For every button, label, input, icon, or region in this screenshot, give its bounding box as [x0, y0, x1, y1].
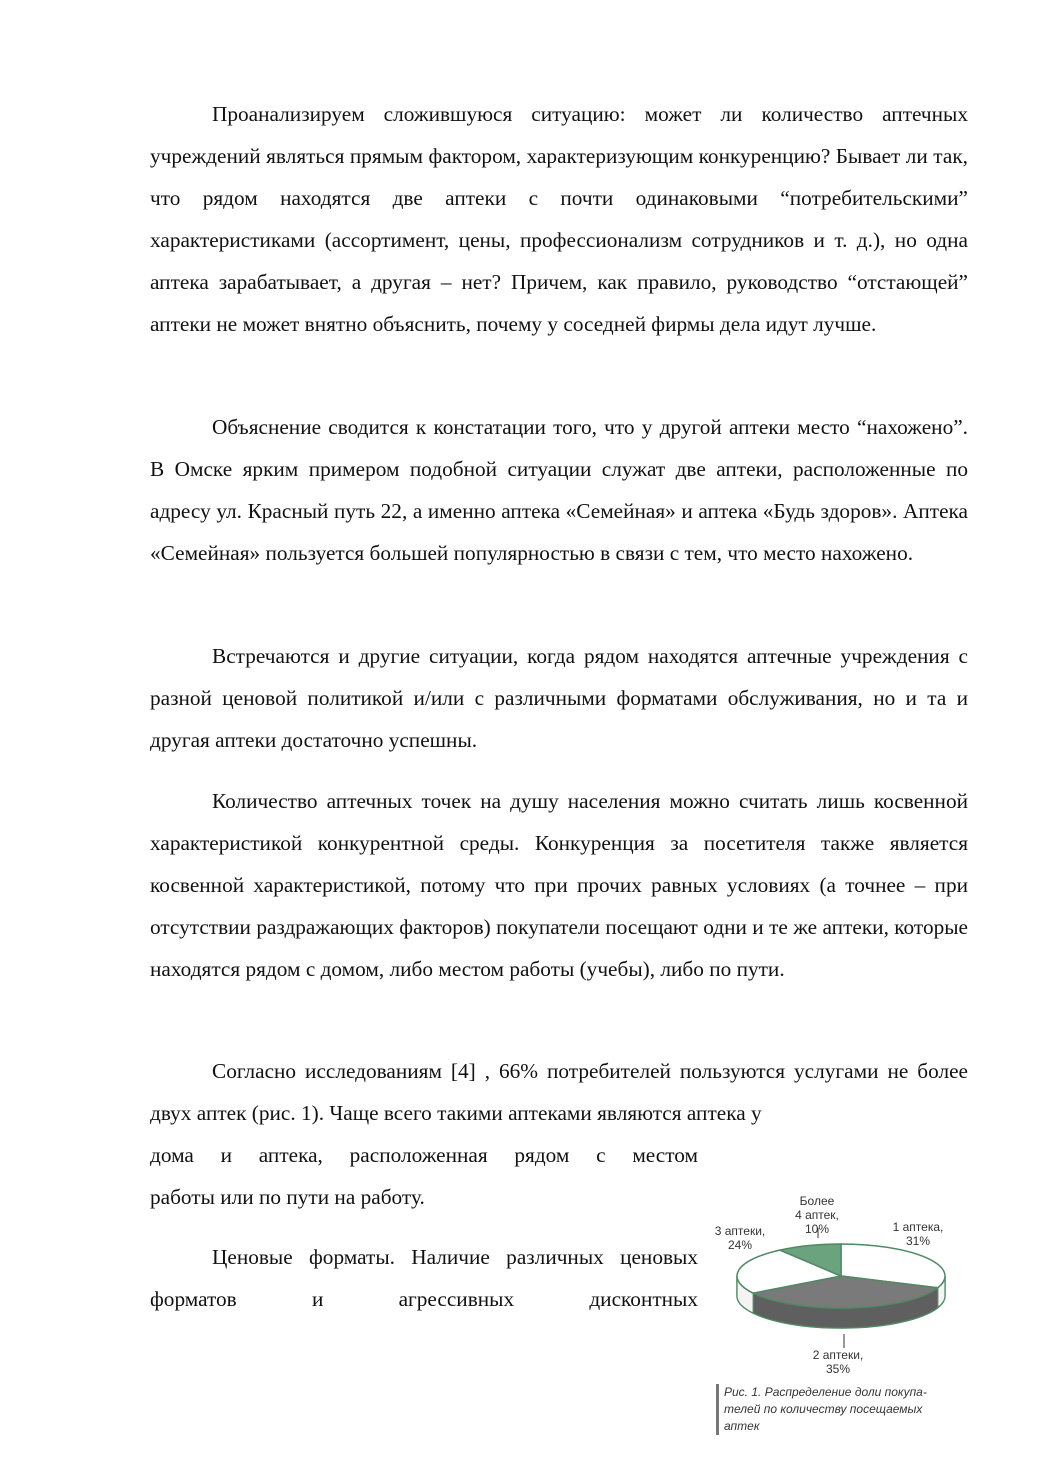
- paragraph-1: Проанализируем сложившуюся ситуацию: может ли количество аптечных учреждений являться прямым фактором, характеризующим конкуренцию? Бывает ли так, что рядом находятся две аптеки с почти одинаковыми “потребительскими” характеристиками (ассортимент, цены, профессионализм сотрудников и т. д.), но одна аптека зарабатывает, а другая – нет? Причем, как правило, руководство “отстающей” аптеки не может внятно объяснить, почему у соседней фирмы дела идут лучше.: [150, 102, 968, 336]
- slice-label-more-than-4: Более 4 аптек, 10%: [795, 1194, 839, 1236]
- paragraph-5-continuation-2: работы или по пути на работу.: [150, 1185, 425, 1209]
- paragraph-5-text: Согласно исследованиям [4] , 66% потребителей пользуются услугами не более двух аптек (рис. 1). Чаще всего такими аптеками являются аптека у: [150, 1059, 968, 1125]
- paragraph-6: Ценовые форматы. Наличие различных ценовых форматов и агрессивных дисконтных: [150, 1245, 698, 1311]
- slice-label-1-pharmacy: 1 аптека, 31%: [892, 1220, 944, 1248]
- slice-label-2-pharmacies: 2 аптеки, 35%: [812, 1348, 864, 1376]
- slice-label-3-pharmacies: 3 аптеки, 24%: [714, 1224, 766, 1252]
- paragraph-5: [150, 1050, 968, 1176]
- paragraph-2: Объяснение сводится к констатации того, что у другой аптеки место “нахожено”. В Омске ярким примером подобной ситуации служат две аптеки, расположенные по адресу ул. Красный путь 22, а именно аптека «Семейная» и аптека «Будь здоров». Аптека «Семейная» пользуется большей популярностью в связи с тем, что место нахожено.: [150, 415, 968, 565]
- figure-caption: Рис. 1. Распределение доли покупа- телей по количеству посещаемых аптек: [716, 1384, 974, 1435]
- paragraph-5-continuation-1: дома и аптека, расположенная рядом с местом: [150, 1143, 698, 1167]
- figure-pie-chart: [700, 1188, 1000, 1458]
- paragraph-4: Количество аптечных точек на душу населения можно считать лишь косвенной характеристикой конкурентной среды. Конкуренция за посетителя также является косвенной характеристикой, потому что при прочих равных условиях (а точнее – при отсутствии раздражающих факторов) покупатели посещают одни и те же аптеки, которые находятся рядом с домом, либо местом работы (учебы), либо по пути.: [150, 789, 968, 981]
- paragraph-3: Встречаются и другие ситуации, когда рядом находятся аптечные учреждения с разной ценовой политикой и/или с различными форматами обслуживания, но и та и другая аптеки достаточно успешны.: [150, 644, 968, 752]
